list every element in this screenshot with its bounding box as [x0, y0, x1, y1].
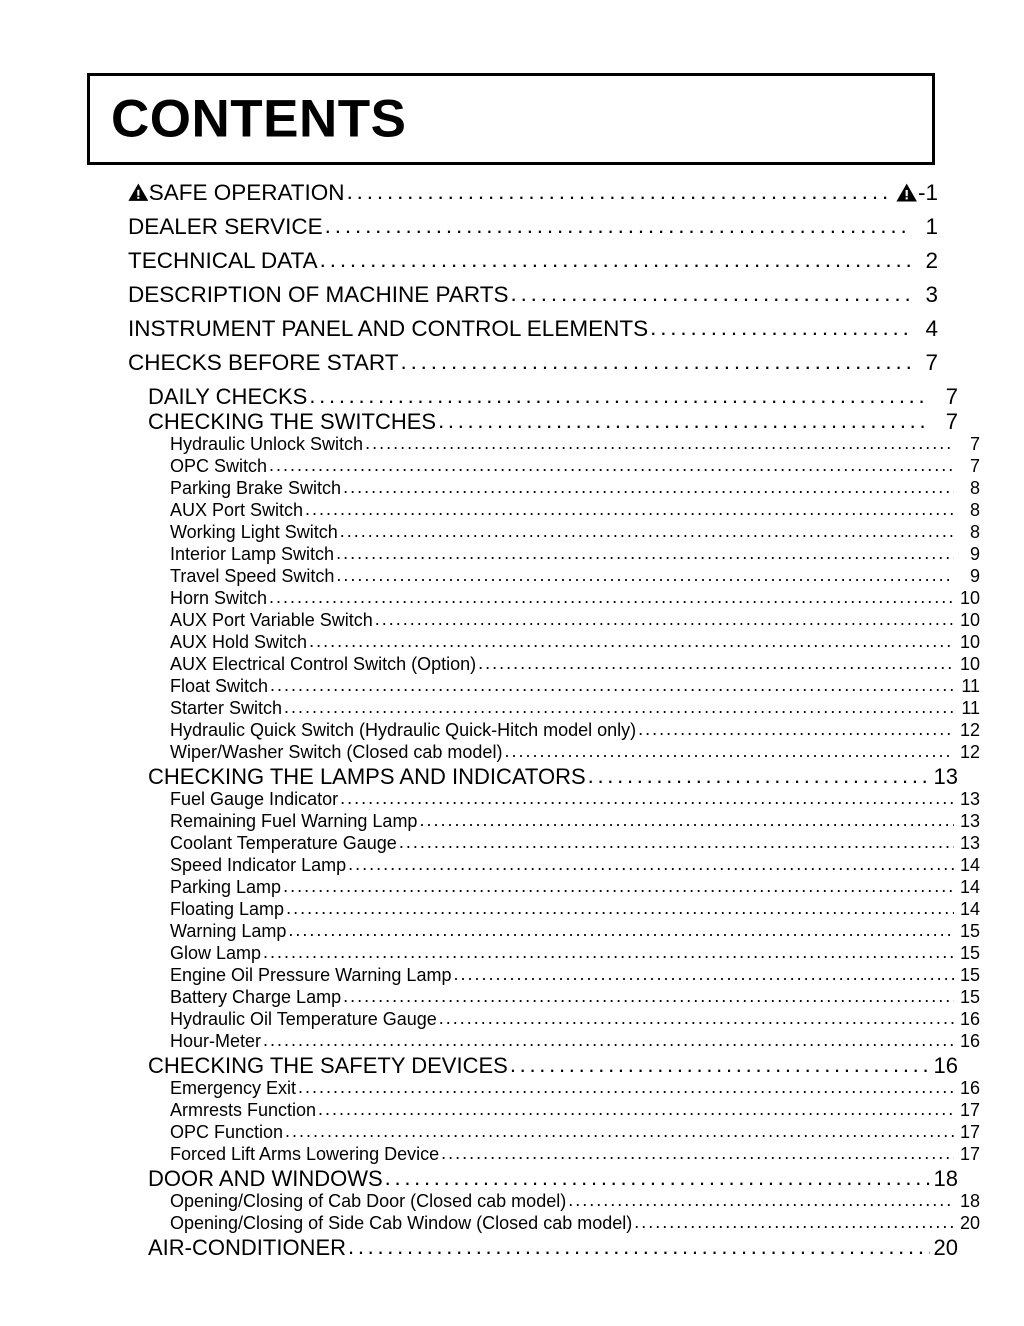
toc-entry-level-2[interactable]	[87, 409, 958, 434]
toc-entry-level-3[interactable]	[87, 1191, 980, 1213]
toc-page-number-text: 7	[945, 409, 958, 434]
toc-entry-level-3[interactable]	[87, 654, 980, 676]
toc-entry-text: Working Light Switch	[170, 522, 338, 542]
toc-page-number-text: 18	[933, 1166, 958, 1191]
toc-page-number	[956, 943, 980, 964]
toc-entry-text: Hydraulic Quick Switch (Hydraulic Quick-Hitch model only)	[170, 720, 637, 740]
toc-leader-dots	[283, 876, 954, 897]
toc-entry-label	[128, 214, 323, 240]
toc-page-number-text: -1	[917, 180, 938, 205]
toc-entry-level-3[interactable]	[87, 921, 980, 943]
toc-entry-level-3[interactable]	[87, 1078, 980, 1100]
toc-page-number	[956, 789, 980, 810]
toc-entry-level-3[interactable]	[87, 855, 980, 877]
toc-entry-label	[170, 899, 284, 920]
toc-entry-label	[170, 1100, 316, 1121]
toc-entry-level-2[interactable]	[87, 1053, 958, 1078]
toc-page-number-text: 2	[925, 248, 938, 273]
toc-entry-level-2[interactable]	[87, 1166, 958, 1191]
toc-page-number	[956, 742, 980, 763]
toc-entry-label	[170, 855, 346, 876]
toc-entry-text: AUX Hold Switch	[170, 632, 308, 652]
toc-page-number-text: 13	[933, 764, 958, 789]
toc-page-number-text: 11	[961, 698, 980, 718]
toc-entry-text: TECHNICAL DATA	[128, 248, 318, 273]
toc-entry-text: DAILY CHECKS	[148, 384, 308, 409]
toc-page-number-text: 14	[959, 899, 980, 919]
toc-entry-level-3[interactable]	[87, 789, 980, 811]
toc-entry-label	[170, 522, 338, 543]
toc-entry-text: Coolant Temperature Gauge	[170, 833, 397, 853]
toc-page-number	[956, 610, 980, 631]
toc-leader-dots	[365, 433, 954, 454]
toc-leader-dots	[340, 788, 954, 809]
toc-entry-level-3[interactable]	[87, 899, 980, 921]
toc-entry-label	[170, 943, 261, 964]
toc-leader-dots	[453, 964, 954, 985]
toc-leader-dots	[263, 942, 954, 963]
toc-page-number	[932, 409, 958, 435]
toc-entry-text: AUX Port Variable Switch	[170, 610, 373, 630]
toc-page-number-text: 15	[959, 965, 980, 985]
toc-leader-dots	[510, 1052, 930, 1078]
toc-leader-dots	[419, 810, 954, 831]
toc-entry-label	[170, 742, 502, 763]
toc-page-number	[932, 1235, 958, 1261]
toc-entry-text: Armrests Function	[170, 1100, 317, 1120]
toc-page-number	[912, 248, 938, 274]
toc-entry-label	[148, 1235, 346, 1261]
toc-leader-dots	[348, 1234, 930, 1260]
toc-page-number	[956, 833, 980, 854]
toc-leader-dots	[400, 349, 910, 375]
toc-entry-level-3[interactable]	[87, 742, 980, 764]
toc-entry-text: OPC Function	[170, 1122, 284, 1142]
toc-page-number-text: 8	[969, 500, 980, 520]
toc-leader-dots	[288, 920, 954, 941]
toc-page-number-text: 1	[925, 214, 938, 239]
toc-entry-level-1[interactable]	[87, 316, 938, 350]
toc-leader-dots	[568, 1190, 954, 1211]
toc-page-number	[956, 522, 980, 543]
toc-page-number	[956, 1009, 980, 1030]
toc-page-number	[956, 676, 980, 697]
warning-triangle-icon	[128, 183, 149, 201]
toc-entry-label	[148, 409, 436, 435]
toc-entry-level-3[interactable]	[87, 877, 980, 899]
toc-entry-text: Remaining Fuel Warning Lamp	[170, 811, 418, 831]
toc-entry-level-3[interactable]	[87, 1031, 980, 1053]
toc-page-number	[956, 588, 980, 609]
toc-page-number-text: 13	[959, 811, 980, 831]
toc-entry-level-3[interactable]	[87, 833, 980, 855]
toc-leader-dots	[305, 499, 954, 520]
toc-entry-text: Travel Speed Switch	[170, 566, 335, 586]
toc-leader-dots	[634, 1212, 954, 1233]
toc-entry-text: AUX Port Switch	[170, 500, 304, 520]
toc-entry-text: Opening/Closing of Side Cab Window (Closed cab model)	[170, 1213, 633, 1233]
toc-entry-text: Parking Brake Switch	[170, 478, 342, 498]
toc-entry-text: Speed Indicator Lamp	[170, 855, 347, 875]
toc-entry-level-3[interactable]	[87, 522, 980, 544]
toc-entry-label	[170, 921, 286, 942]
toc-entry-label	[148, 1053, 508, 1079]
toc-entry-text: CHECKING THE SWITCHES	[148, 409, 437, 434]
toc-page-number	[956, 965, 980, 986]
toc-entry-label	[128, 282, 508, 308]
toc-leader-dots	[284, 697, 954, 718]
toc-page-number	[956, 1100, 980, 1121]
toc-leader-dots	[348, 854, 954, 875]
toc-entry-level-1[interactable]	[87, 282, 938, 316]
toc-leader-dots	[343, 477, 954, 498]
page-title: CONTENTS	[111, 89, 407, 149]
toc-page-number	[956, 720, 980, 741]
toc-entry-text: Warning Lamp	[170, 921, 287, 941]
toc-entry-label	[170, 566, 334, 587]
toc-entry-level-3[interactable]	[87, 1213, 980, 1235]
toc-page-number-text: 20	[959, 1213, 980, 1233]
toc-entry-label	[170, 987, 341, 1008]
toc-entry-level-3[interactable]	[87, 544, 980, 566]
toc-entry-text: CHECKING THE LAMPS AND INDICATORS	[148, 764, 586, 789]
toc-page-number-text: 9	[969, 566, 980, 586]
toc-page-number	[896, 180, 938, 206]
toc-page-number	[956, 456, 980, 477]
toc-page-number	[932, 1166, 958, 1192]
toc-entry-level-2[interactable]	[87, 764, 958, 789]
toc-leader-dots	[399, 832, 954, 853]
toc-entry-level-3[interactable]	[87, 698, 980, 720]
toc-page-number	[956, 1191, 980, 1212]
toc-leader-dots	[336, 565, 954, 586]
toc-entry-text: AUX Electrical Control Switch (Option)	[170, 654, 477, 674]
toc-entry-level-3[interactable]	[87, 588, 980, 610]
toc-entry-text: Opening/Closing of Cab Door (Closed cab model)	[170, 1191, 567, 1211]
toc-entry-label	[170, 456, 267, 477]
toc-leader-dots	[309, 631, 954, 652]
toc-page-number	[956, 1122, 980, 1143]
toc-leader-dots	[650, 315, 910, 341]
toc-page-number-text: 17	[959, 1122, 980, 1142]
toc-leader-dots	[285, 1121, 954, 1142]
toc-entry-label	[170, 1078, 296, 1099]
toc-page-number-text: 7	[945, 384, 958, 409]
toc-entry-label	[170, 1122, 283, 1143]
toc-leader-dots	[340, 521, 954, 542]
toc-entry-label	[170, 965, 451, 986]
toc-page-number-text: 12	[959, 720, 980, 740]
warning-triangle-icon	[896, 183, 917, 202]
toc-entry-level-1[interactable]	[87, 214, 938, 248]
toc-entry-text: Hour-Meter	[170, 1031, 262, 1051]
toc-page-number-text: 18	[959, 1191, 980, 1211]
toc-entry-label	[170, 720, 636, 741]
toc-entry-level-1[interactable]	[87, 350, 938, 384]
toc-page-number	[932, 384, 958, 410]
toc-entry-label	[148, 764, 586, 790]
toc-page-number-text: 16	[959, 1078, 980, 1098]
toc-leader-dots	[270, 675, 954, 696]
toc-entry-level-3[interactable]	[87, 987, 980, 1009]
toc-page-number	[956, 987, 980, 1008]
toc-leader-dots	[309, 383, 930, 409]
toc-entry-level-3[interactable]	[87, 500, 980, 522]
toc-entry-label	[170, 610, 373, 631]
toc-entry-label	[170, 500, 303, 521]
toc-page-number	[956, 921, 980, 942]
toc-page-number	[956, 478, 980, 499]
toc-page-number-text: 15	[959, 987, 980, 1007]
toc-leader-dots	[478, 653, 954, 674]
toc-entry-text: Hydraulic Unlock Switch	[170, 434, 364, 454]
toc-entry-level-3[interactable]	[87, 1144, 980, 1166]
toc-entry-label	[170, 654, 476, 675]
toc-page-number-text: 3	[925, 282, 938, 307]
toc-entry-text: Wiper/Washer Switch (Closed cab model)	[170, 742, 503, 762]
toc-entry-text: DOOR AND WINDOWS	[148, 1166, 383, 1191]
toc-entry-text: Emergency Exit	[170, 1078, 297, 1098]
toc-leader-dots	[263, 1030, 954, 1051]
table-of-contents	[87, 180, 980, 1260]
toc-entry-text: Float Switch	[170, 676, 269, 696]
toc-entry-text: Starter Switch	[170, 698, 283, 718]
toc-leader-dots	[385, 1165, 930, 1191]
toc-leader-dots	[343, 986, 954, 1007]
toc-entry-level-3[interactable]	[87, 610, 980, 632]
toc-entry-level-3[interactable]	[87, 943, 980, 965]
toc-page-number-text: 7	[925, 350, 938, 375]
toc-entry-level-3[interactable]	[87, 1009, 980, 1031]
toc-entry-text: DEALER SERVICE	[128, 214, 323, 239]
toc-entry-label	[170, 811, 417, 832]
toc-page-number-text: 7	[969, 434, 980, 454]
toc-entry-level-3[interactable]	[87, 566, 980, 588]
toc-entry-label	[170, 676, 268, 697]
toc-entry-level-3[interactable]	[87, 632, 980, 654]
toc-page-number	[956, 1213, 980, 1234]
toc-page-number-text: 12	[959, 742, 980, 762]
toc-page-number-text: 20	[933, 1235, 958, 1260]
toc-entry-text: Hydraulic Oil Temperature Gauge	[170, 1009, 437, 1029]
toc-page-number-text: 15	[959, 921, 980, 941]
toc-page-number	[912, 350, 938, 376]
toc-entry-label	[170, 877, 281, 898]
toc-entry-level-2[interactable]	[87, 1235, 958, 1260]
toc-leader-dots	[269, 455, 954, 476]
toc-entry-level-3[interactable]	[87, 965, 980, 987]
toc-entry-text: CHECKS BEFORE START	[128, 350, 399, 375]
toc-page-number	[956, 899, 980, 920]
toc-entry-text: Fuel Gauge Indicator	[170, 789, 339, 809]
toc-entry-level-1[interactable]	[87, 180, 938, 214]
toc-leader-dots	[441, 1143, 954, 1164]
toc-entry-label	[170, 632, 307, 653]
toc-entry-label	[170, 588, 267, 609]
toc-page-number	[956, 698, 980, 719]
toc-leader-dots	[286, 898, 954, 919]
toc-entry-level-1[interactable]	[87, 248, 938, 282]
toc-leader-dots	[269, 587, 954, 608]
toc-entry-label	[128, 350, 398, 376]
toc-page-number	[932, 764, 958, 790]
toc-leader-dots	[298, 1077, 954, 1098]
toc-entry-label	[148, 1166, 383, 1192]
toc-entry-label	[128, 248, 318, 274]
toc-page-number	[912, 316, 938, 342]
toc-page-number	[932, 1053, 958, 1079]
toc-leader-dots	[325, 213, 910, 239]
toc-entry-label	[128, 316, 648, 342]
toc-entry-text: Parking Lamp	[170, 877, 282, 897]
toc-page-number	[956, 654, 980, 675]
toc-entry-label	[170, 833, 397, 854]
toc-leader-dots	[336, 543, 954, 564]
toc-page-number	[956, 1144, 980, 1165]
toc-page-number-text: 16	[959, 1031, 980, 1051]
toc-page-number-text: 10	[959, 632, 980, 652]
toc-entry-level-2[interactable]	[87, 384, 958, 409]
toc-entry-label	[170, 478, 341, 499]
toc-entry-level-3[interactable]	[87, 478, 980, 500]
toc-entry-level-3[interactable]	[87, 811, 980, 833]
toc-entry-level-3[interactable]	[87, 456, 980, 478]
toc-entry-text: INSTRUMENT PANEL AND CONTROL ELEMENTS	[128, 316, 649, 341]
toc-page-number	[912, 214, 938, 240]
toc-page-number-text: 14	[959, 877, 980, 897]
toc-entry-level-3[interactable]	[87, 1100, 980, 1122]
toc-entry-label	[170, 1009, 437, 1030]
toc-page-number-text: 9	[969, 544, 980, 564]
toc-leader-dots	[347, 179, 894, 205]
toc-page-number	[956, 434, 980, 455]
toc-entry-text: SAFE OPERATION	[148, 180, 345, 205]
toc-entry-text: Engine Oil Pressure Warning Lamp	[170, 965, 452, 985]
toc-page-number-text: 14	[959, 855, 980, 875]
toc-leader-dots	[638, 719, 954, 740]
toc-entry-text: Horn Switch	[170, 588, 268, 608]
toc-entry-text: CHECKING THE SAFETY DEVICES	[148, 1053, 508, 1078]
toc-entry-label	[170, 1144, 439, 1165]
toc-entry-label	[170, 434, 363, 455]
toc-entry-label	[170, 789, 338, 810]
toc-page-number	[912, 282, 938, 308]
toc-page-number	[956, 1031, 980, 1052]
toc-entry-text: Battery Charge Lamp	[170, 987, 342, 1007]
toc-page-number-text: 4	[925, 316, 938, 341]
toc-leader-dots	[375, 609, 954, 630]
toc-entry-label	[170, 1031, 261, 1052]
toc-leader-dots	[510, 281, 910, 307]
toc-entry-text: OPC Switch	[170, 456, 268, 476]
toc-entry-label	[170, 544, 334, 565]
toc-leader-dots	[320, 247, 910, 273]
toc-entry-text: DESCRIPTION OF MACHINE PARTS	[128, 282, 509, 307]
toc-page-number	[956, 811, 980, 832]
toc-leader-dots	[438, 408, 930, 434]
toc-entry-level-3[interactable]	[87, 676, 980, 698]
toc-page-number-text: 17	[959, 1144, 980, 1164]
toc-page-number-text: 13	[959, 833, 980, 853]
toc-page-number	[956, 500, 980, 521]
toc-page-number-text: 16	[959, 1009, 980, 1029]
toc-entry-level-3[interactable]	[87, 720, 980, 742]
toc-entry-text: Floating Lamp	[170, 899, 285, 919]
toc-entry-text: Forced Lift Arms Lowering Device	[170, 1144, 440, 1164]
contents-title-box	[87, 73, 935, 165]
toc-page-number-text: 8	[969, 478, 980, 498]
toc-entry-text: Glow Lamp	[170, 943, 262, 963]
toc-entry-label	[128, 180, 345, 206]
toc-entry-text: AIR-CONDITIONER	[148, 1235, 346, 1260]
toc-entry-level-3[interactable]	[87, 434, 980, 456]
toc-page-number	[956, 855, 980, 876]
toc-leader-dots	[439, 1008, 954, 1029]
toc-page-number	[956, 544, 980, 565]
toc-page-number-text: 10	[959, 610, 980, 630]
toc-page-number-text: 10	[959, 588, 980, 608]
toc-leader-dots	[588, 763, 930, 789]
toc-entry-label	[170, 1191, 566, 1212]
toc-entry-text: Interior Lamp Switch	[170, 544, 335, 564]
toc-page-number-text: 17	[959, 1100, 980, 1120]
toc-page-number-text: 13	[959, 789, 980, 809]
toc-page-number	[956, 1078, 980, 1099]
toc-page-number	[956, 877, 980, 898]
toc-page-number-text: 15	[959, 943, 980, 963]
toc-entry-label	[148, 384, 307, 410]
toc-page-number-text: 11	[961, 676, 980, 696]
toc-page-number-text: 7	[969, 456, 980, 476]
toc-page-number	[956, 566, 980, 587]
toc-entry-label	[170, 698, 282, 719]
toc-page-number-text: 16	[933, 1053, 958, 1078]
toc-entry-level-3[interactable]	[87, 1122, 980, 1144]
toc-page-number	[956, 632, 980, 653]
toc-page-number-text: 8	[969, 522, 980, 542]
toc-leader-dots	[318, 1099, 954, 1120]
toc-leader-dots	[504, 741, 954, 762]
toc-page-number-text: 10	[959, 654, 980, 674]
toc-entry-label	[170, 1213, 632, 1234]
